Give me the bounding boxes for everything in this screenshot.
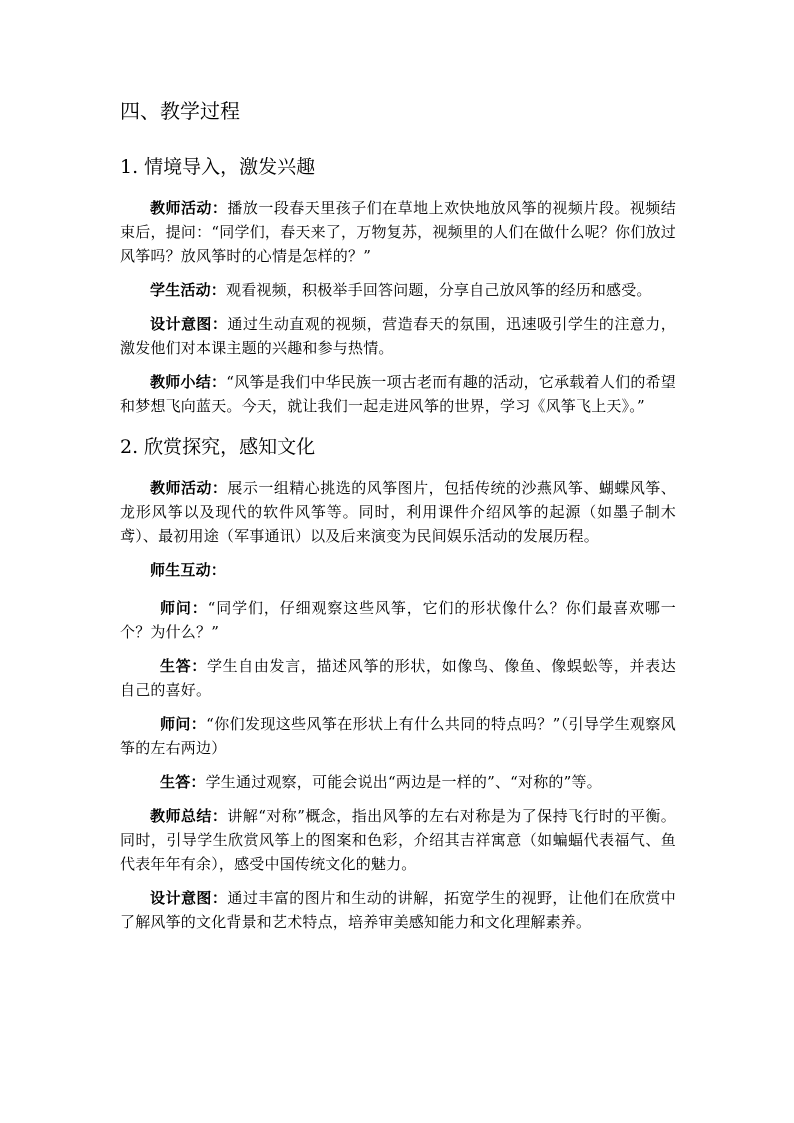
part2-answer-2 — [120, 770, 676, 794]
teacher-activity-label: 教师活动： — [150, 479, 228, 497]
teacher-activity-text: 展示一组精心挑选的风筝图片，包括传统的沙燕风筝、蝴蝶风筝、龙形风筝以及现代的软件风筝等。同时，利用课件介绍风筝的起源（如墨子制木鸢）、最初用途（军事通讯）以及后来演变为民间娱乐活动的发展历程。 — [120, 479, 676, 545]
teacher-summary-label: 教师总结： — [150, 807, 228, 825]
question-text: “同学们，仔细观察这些风筝，它们的形状像什么？你们最喜欢哪一个？为什么？” — [120, 599, 676, 641]
part2-teacher-activity — [120, 476, 676, 548]
design-intent-label: 设计意图： — [150, 315, 228, 333]
part1-student-activity — [120, 278, 676, 302]
part1-teacher-summary — [120, 370, 676, 418]
part2-question-1 — [120, 596, 676, 644]
teacher-activity-label: 教师活动： — [150, 199, 228, 217]
student-activity-label: 学生活动： — [150, 281, 227, 299]
part2-design-intent — [120, 886, 676, 934]
design-intent-text: 通过丰富的图片和生动的讲解，拓宽学生的视野，让他们在欣赏中了解风筝的文化背景和艺术特点，培养审美感知能力和文化理解素养。 — [120, 889, 676, 931]
part2-answer-1 — [120, 654, 676, 702]
document-body — [120, 96, 676, 944]
answer-label: 生答： — [160, 657, 207, 675]
question-label: 师问： — [160, 599, 208, 617]
section-title: 四、教学过程 — [120, 99, 240, 123]
part2-question-2 — [120, 712, 676, 760]
answer-text: 学生自由发言，描述风筝的形状，如像鸟、像鱼、像蜈蚣等，并表达自己的喜好。 — [120, 657, 676, 699]
teacher-summary-label: 教师小结： — [150, 373, 227, 391]
part2-teacher-summary — [120, 804, 676, 876]
question-text: “你们发现这些风筝在形状上有什么共同的特点吗？”（引导学生观察风筝的左右两边） — [120, 715, 676, 757]
design-intent-text: 通过生动直观的视频，营造春天的氛围，迅速吸引学生的注意力，激发他们对本课主题的兴趣和参与热情。 — [120, 315, 676, 357]
part1-title: 1. 情境导入，激发兴趣 — [120, 156, 316, 178]
answer-text: 学生通过观察，可能会说出“两边是一样的”、“对称的”等。 — [205, 773, 602, 791]
part1-design-intent — [120, 312, 676, 360]
part1-teacher-activity — [120, 196, 676, 268]
teacher-activity-text: 播放一段春天里孩子们在草地上欢快地放风筝的视频片段。视频结束后，提问：“同学们，春天来了，万物复苏，视频里的人们在做什么呢？你们放过风筝吗？放风筝时的心情是怎样的？” — [120, 199, 676, 265]
design-intent-label: 设计意图： — [150, 889, 228, 907]
teacher-summary-text: 讲解“对称”概念，指出风筝的左右对称是为了保持飞行时的平衡。同时，引导学生欣赏风筝上的图案和色彩，介绍其吉祥寓意（如蝙蝠代表福气、鱼代表年年有余），感受中国传统文化的魅力。 — [120, 807, 676, 873]
interaction-label: 师生互动： — [150, 561, 227, 579]
part2-title: 2. 欣赏探究，感知文化 — [120, 436, 316, 458]
teacher-summary-text: “风筝是我们中华民族一项古老而有趣的活动，它承载着人们的希望和梦想飞向蓝天。今天，就让我们一起走进风筝的世界，学习《风筝飞上天》。” — [120, 373, 676, 415]
student-activity-text: 观看视频，积极举手回答问题，分享自己放风筝的经历和感受。 — [226, 281, 652, 299]
question-label: 师问： — [160, 715, 207, 733]
part2-interaction — [120, 558, 676, 582]
answer-label: 生答： — [160, 773, 206, 791]
